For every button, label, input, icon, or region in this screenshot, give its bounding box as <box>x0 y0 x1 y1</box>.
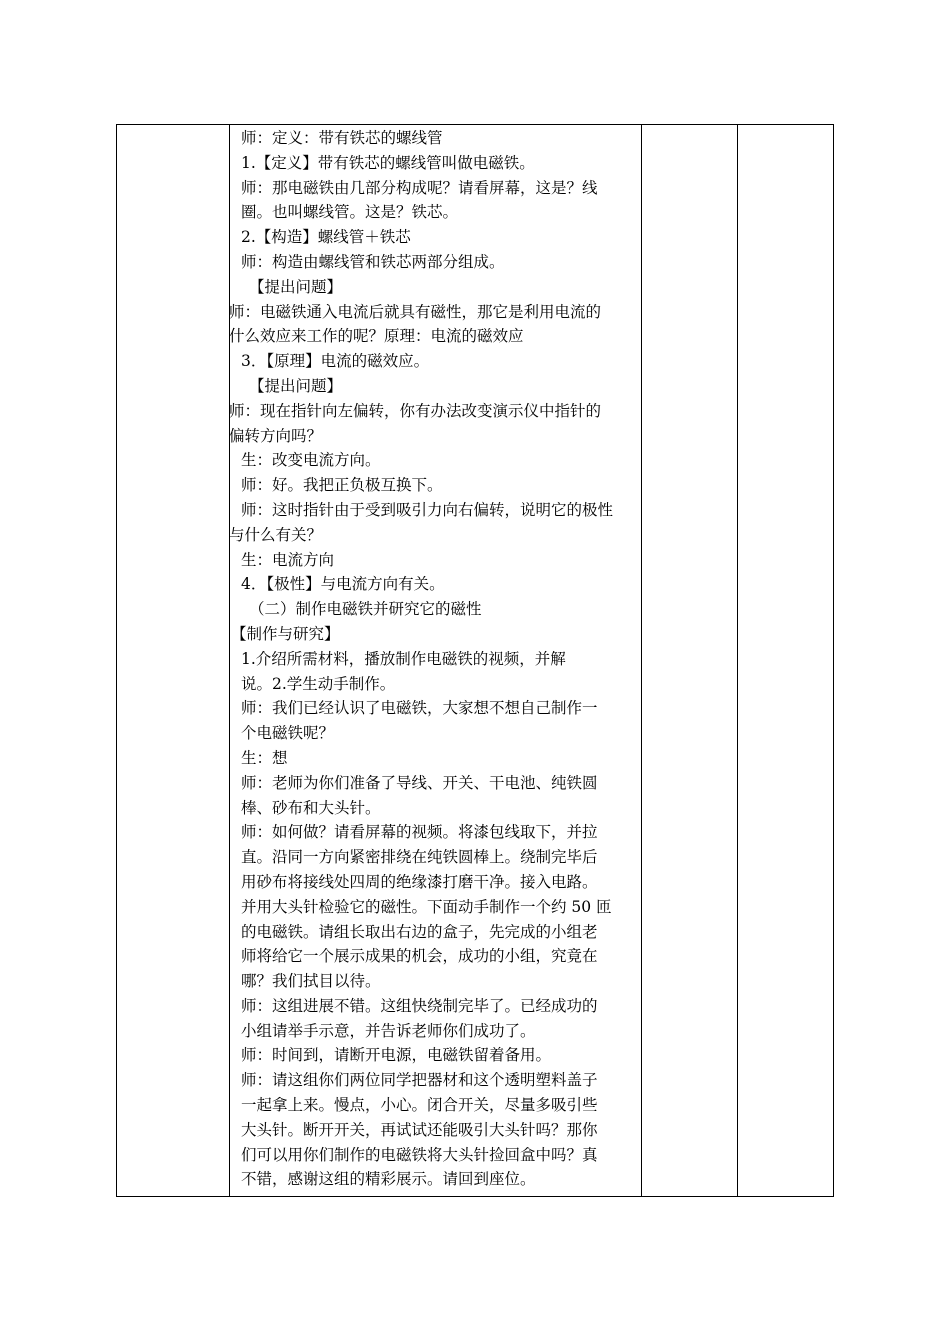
text-line: 3．【原理】电流的磁效应。 <box>241 352 430 371</box>
text-line: 生：电流方向 <box>241 550 335 569</box>
text-line: 师：这时指针由于受到吸引力向右偏转，说明它的极性 <box>241 500 614 519</box>
text-line: （二）制作电磁铁并研究它的磁性 <box>249 600 482 619</box>
text-line: 师：这组进展不错。这组快绕制完毕了。已经成功的 <box>241 996 598 1015</box>
text-line: 【提出问题】 <box>249 277 343 296</box>
text-line: 师：定义：带有铁芯的螺线管 <box>241 129 443 147</box>
text-line: 什么效应来工作的呢？原理：电流的磁效应 <box>229 327 524 346</box>
text-line: 用砂布将接线处四周的绝缘漆打磨干净。接入电路。 <box>241 872 598 891</box>
text-line: 大头针。断开开关，再试试还能吸引大头针吗？那你 <box>241 1120 598 1139</box>
text-line: 4．【极性】与电流方向有关。 <box>241 575 445 594</box>
text-line: 师：那电磁铁由几部分构成呢？请看屏幕，这是？线 <box>241 178 598 197</box>
text-line: 师：我们已经认识了电磁铁，大家想不想自己制作一 <box>241 699 598 718</box>
text-line: 的电磁铁。请组长取出右边的盒子，先完成的小组老 <box>241 922 598 941</box>
lesson-content-cell <box>229 126 641 1192</box>
text-line: 师：请这组你们两位同学把器材和这个透明塑料盖子 <box>241 1071 598 1090</box>
text-line: 生：改变电流方向。 <box>241 451 381 470</box>
text-line: 2.【构造】螺线管＋铁芯 <box>241 228 411 247</box>
text-line: 小组请举手示意，并告诉老师你们成功了。 <box>241 1021 536 1040</box>
text-line: 师：如何做？请看屏幕的视频。将漆包线取下，并拉 <box>241 823 598 842</box>
text-line: 师：老师为你们准备了导线、开关、干电池、纯铁圆 <box>241 773 598 792</box>
text-line: 生：想 <box>241 748 288 767</box>
text-line: 说。2.学生动手制作。 <box>241 674 396 693</box>
text-line: 师将给它一个展示成果的机会，成功的小组，究竟在 <box>241 947 598 966</box>
text-line: 个电磁铁呢？ <box>241 724 335 743</box>
text-line: 1.介绍所需材料，播放制作电磁铁的视频，并解 <box>241 649 566 668</box>
text-line: 直。沿同一方向紧密排绕在纯铁圆棒上。绕制完毕后 <box>241 848 598 867</box>
text-line: 师：好。我把正负极互换下。 <box>241 476 443 495</box>
text-line: 们可以用你们制作的电磁铁将大头针捡回盒中吗？真 <box>241 1145 598 1164</box>
text-line: 哪？我们拭目以待。 <box>241 972 381 991</box>
text-line: 师：电磁铁通入电流后就具有磁性，那它是利用电流的 <box>229 302 602 321</box>
column-divider-2 <box>641 125 642 1196</box>
text-line: 偏转方向吗？ <box>229 426 323 445</box>
text-line: 不错，感谢这组的精彩展示。请回到座位。 <box>241 1170 536 1189</box>
text-line: 圈。也叫螺线管。这是？铁芯。 <box>241 203 459 222</box>
text-line: 【制作与研究】 <box>231 624 340 643</box>
text-line: 1.【定义】带有铁芯的螺线管叫做电磁铁。 <box>241 153 535 172</box>
text-line: 师：时间到，请断开电源，电磁铁留着备用。 <box>241 1046 552 1065</box>
text-line: 师：构造由螺线管和铁芯两部分组成。 <box>241 252 505 271</box>
text-line: 一起拿上来。慢点，小心。闭合开关，尽量多吸引些 <box>241 1096 598 1115</box>
text-line: 与什么有关？ <box>229 525 323 544</box>
text-line: 【提出问题】 <box>249 376 343 395</box>
text-line: 并用大头针检验它的磁性。下面动手制作一个约 50 匝 <box>241 897 612 916</box>
column-divider-3 <box>737 125 738 1196</box>
text-line: 棒、砂布和大头针。 <box>241 798 381 817</box>
text-line: 师：现在指针向左偏转，你有办法改变演示仪中指针的 <box>229 401 602 420</box>
